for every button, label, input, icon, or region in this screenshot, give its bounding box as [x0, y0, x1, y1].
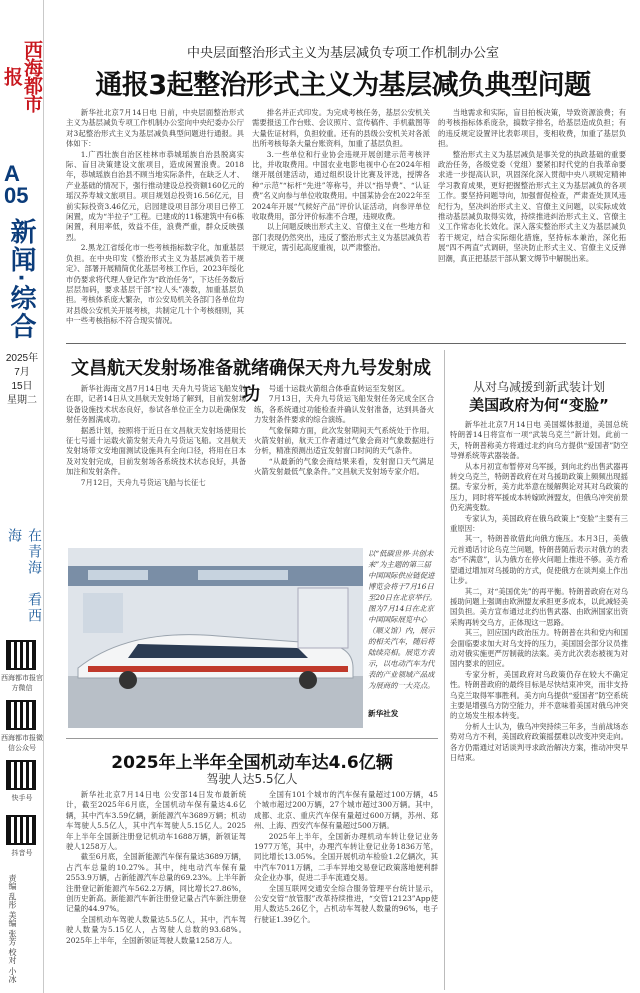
paragraph: 分析人士认为，俄乌冲突持续三年多，当前战场态势对乌方不利，美国政府政策摇摆难以改变冲突走向。各方仍需通过对话谈判寻求政治解决方案，推动冲突早日结束。 — [450, 721, 628, 762]
qr-code-icon[interactable] — [6, 640, 36, 670]
paragraph: 整治形式主义为基层减负是事关党的执政基础的重要政治任务，各级党委（党组）要紧扣时代党的自我革命要求进一步提高认识，巩固深化深入贯彻中央八项规定精神学习教育成果，更好把握整治形式主义为基层减负的各项工作。要坚持问题导向，加强督促检查，严肃查处顶风违纪行为，坚决纠治形式主义、官僚主义问题，以实际成效推动基层减负取得实效，持续推进纠治形式主义、官僚主义工作常态化长效化。深入落实整治形式主义为基层减负若干规定，结合实际细化措施，坚持标本兼治，深化拓展“四不两直”式调研，坚决防止形式主义、官僚主义反弹回潮，真正把基层干部从繁文缛节中解脱出来。 — [438, 149, 626, 263]
ukraine-kicker: 从对乌减援到新武装计划 — [472, 380, 605, 394]
column-divider — [444, 350, 445, 990]
paragraph: 当地需求和实际，盲目拍板决策，导致资源浪费；有的考核指标体系庞杂，搞数字排名，给基层造成负担；有的违反规定设置评比表彰项目，变相收费，加重了基层负担。 — [438, 108, 626, 149]
main-content — [46, 0, 640, 993]
qr-label: 抖音号 — [11, 850, 33, 857]
paragraph: 据悉计划，按照将于近日在文昌航天发射场使用长征七号遥十运载火箭发射天舟九号货运飞船。文昌航天发射场带文安地面测试设施具有全向口径，将用在日本及对发射完成，目前发射场各系统技术状态良好，具备加注和发射条件。 — [66, 425, 246, 477]
divider — [66, 738, 438, 739]
paragraph: 新华社北京7月14日电 美国媒体报道，美国总统特朗普14日将宣布一项“武装乌克兰”新计划。此前一天，特朗普称美方将通过北约向乌方提供“爱国者”防空导弹系统等武器装备。 — [450, 420, 628, 461]
paragraph: 2.黑龙江省绥化市一些考核指标数字化，加重基层负担。在中央印发《整治形式主义为基层减负若干规定》、部署开展精简优化基层考核工作后，2023年绥化市仍要求将代理人登记作为“政治任务”，下达任务数后层层加码，要求基层干部“拉人头”凑数，加重基层负担。考核体系庞大繁杂，市公安局机关各部门各单位均对县级公安机关开展考核，共制定几十个考核细则，其中一些考核指标不符合现实情况。 — [66, 243, 244, 326]
vehicles-column-2 — [254, 790, 438, 988]
sidebar — [0, 0, 44, 993]
paragraph: 7月13日，天舟九号货运飞船发射任务完成全区合练，各系统通过功能检查并确认发射准备，达到具备火力发射条件要求的综合演练。 — [254, 394, 434, 425]
paragraph: 7月12日，天舟九号货运飞船与长征七 — [80, 477, 206, 487]
qr-code-icon[interactable] — [6, 760, 36, 790]
promo-slogan: 在青海 看西海 — [6, 528, 42, 624]
lead-kicker: 中央层面整治形式主义为基层减负专项工作机制办公室 — [186, 45, 499, 60]
qr-label: 西海都市报官方微信 — [1, 675, 43, 692]
paragraph: 2025年上半年，全国新办理机动车转让登记业务1977万笔，其中，办理汽车转让登记业务1836万笔，同比增长13.05%。全国开展机动车检验1.2亿辆次，其中汽车7011万辆，二手车异地交易登记政策落地便利群众企业办事，促进二手车流通交易。 — [254, 831, 438, 883]
paragraph: 以上问题反映出形式主义、官僚主义在一些地方和部门表现仍然突出，违反了整治形式主义为基层减负若干规定，需引起高度重视，以严肃整治。 — [252, 222, 430, 253]
page-number: A 05 — [4, 161, 29, 208]
paragraph: 从本月初宣布暂停对乌军援，到向北约出售武器再转交乌克兰，特朗普政府在对乌援助政策上频频出现摇摆。专家分析，美方此举意在缓解舆论对其对乌政策的压力，同时将军援成本转嫁欧洲盟友，但俄乌冲突前景仍充满变数。 — [450, 461, 628, 513]
paragraph: 专家分析，美国政府对乌政策仍存在较大不确定性。特朗普政府的最终目标是尽快结束冲突，而非支持乌克兰取得军事胜利。美方向乌提供“爱国者”防空系统主要是增强乌方防空能力，并不意味着美国对俄乌冲突的立场发生根本转变。 — [450, 669, 628, 721]
paragraph: 3.一些单位和行业协会违规开展创建示范考核评比，并收取费用。中国农业电影电视中心在2024年相继开展创建活动，通过组织设计比赛及评选，授牌各种“示范”“标杆“先进”等称号，并以“指导费”、“认证费”名义向参与单位收取费用。中国某协会在2022年至2024年开展“气候好产品”评价认证活动，向参评单位收取费用，部分评价标准不合理，违规收费。 — [252, 149, 430, 222]
qr-code-icon[interactable] — [6, 700, 36, 730]
news-photo[interactable] — [68, 548, 363, 728]
paragraph: 全国有101个城市的汽车保有量超过100万辆，45个城市超过200万辆，27个城市超过300万辆。其中，成都、北京、重庆汽车保有量超过600万辆，苏州、郑州、上海、西安汽车保有量超过500万辆。 — [254, 790, 438, 831]
paragraph: 专家认为，美国政府在俄乌政策上“变脸”主要有三重原因： — [450, 513, 628, 534]
masthead-logo: 西海都市报 — [1, 40, 43, 112]
paragraph: 截至6月底，全国新能源汽车保有量达3689万辆，占汽车总量的10.27%。其中，纯电动汽车保有量2553.9万辆，占新能源汽车总量的69.23%。上半年新注册登记新能源汽车562.2万辆，同比增长27.86%，创历史新高。新能源汽车新注册登记量占汽车新注册登记量的44.97%。 — [66, 852, 246, 914]
paragraph: 排名并正式印发。为完成考核任务，基层公安机关需要报送工作台账、会议照片、宣传稿件、手机截图等大量佐证材料，负担较重。还有的县级公安机关对各派出所考核每条大量台账资料，加重了基层负担。 — [252, 108, 430, 149]
paragraph: 新华社北京7月14日电 日前，中央层面整治形式主义为基层减负专项工作机制办公室向中央纪委办公厅对3起整治形式主义为基层减负典型问题进行通报。具体如下： — [66, 108, 244, 149]
vehicles-column-1 — [66, 790, 246, 988]
date-year: 2025年 — [5, 353, 39, 364]
paragraph: “从最新的气象会商结果来看，发射窗口天气满足火箭发射最低气象条件。”文昌航天发射场专家介绍。 — [254, 456, 434, 477]
photo-credit: 新华社发 — [368, 709, 399, 718]
tianzhou-column-2 — [254, 384, 434, 540]
section-title: 新闻·综合 — [7, 218, 37, 341]
lead-column-1 — [66, 108, 244, 338]
issue-date — [3, 352, 41, 408]
vehicles-headline[interactable]: 2025年上半年全国机动车达4.6亿辆 — [111, 753, 393, 773]
lead-headline[interactable]: 通报3起整治形式主义为基层减负典型问题 — [95, 70, 591, 101]
date-day: 15日 — [11, 381, 33, 392]
date-month: 7月 — [14, 367, 30, 378]
date-weekday: 星期二 — [7, 395, 37, 406]
editor-credits: 责编 乱彤 美编 张芳 校对 小冰 — [8, 874, 17, 983]
tianzhou-column-1 — [66, 384, 246, 540]
paragraph: 新华社北京7月14日电 公安部14日发布最新统计，截至2025年6月底，全国机动车保有量达4.6亿辆，其中汽车3.59亿辆，新能源汽车3689万辆；机动车驾驶人5.5亿人，其中汽车驾驶人5.15亿人。2025年上半年全国新注册登记机动车1688万辆，新领证驾驶人1258万人。 — [66, 790, 246, 852]
qr-label: 西海都市报微信公众号 — [1, 735, 43, 752]
ukraine-column — [450, 420, 628, 986]
lead-column-3 — [438, 108, 626, 338]
paragraph: 气象保障方面，此次发射期间天气系统处于作用。火箭发射前，航天工作者通过气象会商对气象数据进行分析，精准预测出适宜发射窗口时间的天气条件。 — [254, 425, 434, 456]
paragraph: 全国互联网交通安全综合服务管理平台统计显示，公安交管“放管服”改革持续推进，“交管12123”App使用人数达5.26亿个，占机动车驾驶人数量的96%，电子行驶证1.39亿个。 — [254, 883, 438, 924]
qr-label: 快手号 — [11, 795, 33, 802]
paragraph: 新华社海南文昌7月14日电 天舟九号货运飞船发射在即，记者14日从文昌航天发射场了解到，目前发射场设备设施技术状态良好，参试各单位正全力以赴确保发射任务圆满成功。 — [66, 384, 246, 425]
paragraph: 其二，对“美国优先”的再平衡。特朗普政府在对乌援助问题上强调由欧洲盟友承担更多成本，以此减轻美国负担。美方宣布通过北约出售武器、由欧洲国家出资采购再转交乌方，正体现这一思路。 — [450, 586, 628, 627]
paragraph: 号遥十运载火箭组合体垂直转运至发射区。 — [268, 384, 410, 393]
paragraph: 全国机动车驾驶人数量达5.5亿人，其中，汽车驾驶人数量为5.15亿人，占驾驶人总数的93.68%。2025年上半年，全国新领证驾驶人数量1258万人。 — [66, 914, 246, 945]
expo-vehicle-photo — [68, 548, 363, 728]
tianzhou-headline[interactable]: 文昌航天发射场准备就绪确保天舟九号发射成功 — [71, 358, 431, 405]
paragraph: 其三，回应国内政治压力。特朗普在共和党内和国会面临要求加大对乌支持的压力，美国国会部分议员推动对俄实施更严厉制裁的法案。美方此次表态被视为对国内要求的回应。 — [450, 628, 628, 669]
qr-code-icon[interactable] — [6, 815, 36, 845]
paragraph: 1.广西壮族自治区桂林市恭城瑶族自治县脱离实际、盲目决策建设文旅项目，造成闲置浪费。2018年，恭城瑶族自治县不顾当地实际条件，在缺乏人才、产业基础的情况下，强行推动建设总投资额160亿元的瑶汉养寿城文旅项目。项目规划总投资16.56亿元，目前实际投资3.46亿元，启园建设项目部分项目已停工闲置，成为“半拉子”工程。已建成的11栋建筑中有6栋闲置，利用率低，效益不佳，浪费严重，群众反映强烈。 — [66, 149, 244, 242]
paragraph: 其一，特朗普欲借此向俄方施压。本月3日，美俄元首通话讨论乌克兰问题，特朗普随后表示对俄方的表态“不满意”，认为俄方在停火问题上推进不够。美方希望通过增加对乌援助的方式，促使俄方在谈判桌上作出让步。 — [450, 534, 628, 586]
photo-caption: 以“低碳世界·共创未来”为主题的第三届中国国际供应链促进博览会将于7月16日至20日在北京举行。图为7月14日在北京中国国际展览中心（顺义馆）内，展示的相关汽车，随后将陆续亮相。展览方表示，以电动汽车为代表的产业领域产品成为展商的一大亮点。 — [368, 549, 437, 690]
lead-column-2 — [252, 108, 430, 338]
vehicles-subhead: 驾驶人达5.5亿人 — [206, 772, 298, 786]
ukraine-headline[interactable]: 美国政府为何“变脸” — [469, 396, 609, 414]
divider — [66, 343, 626, 344]
